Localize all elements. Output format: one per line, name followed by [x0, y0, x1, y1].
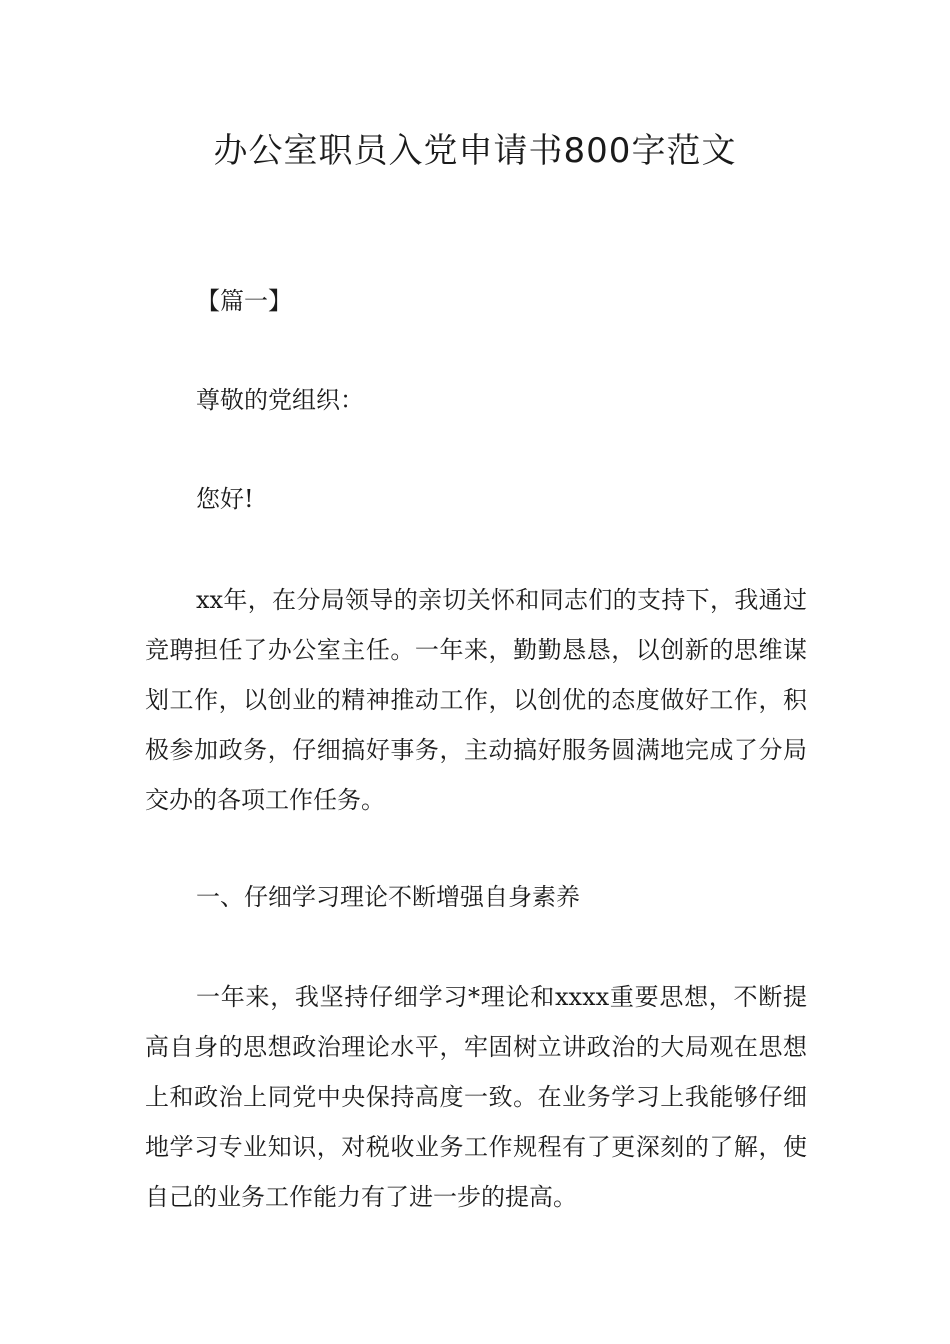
- body-paragraph-2: 一年来，我坚持仔细学习*理论和xxxx重要思想，不断提高自身的思想政治理论水平，牢固树立讲政治的大局观在思想上和政治上同党中央保持高度一致。在业务学习上我能够仔细地学习专业知识，对税收业务工作规程有了更深刻的了解，使自己的业务工作能力有了进一步的提高。: [145, 983, 807, 1211]
- section-label: 【篇一】: [196, 287, 292, 315]
- greeting: 您好!: [196, 485, 254, 513]
- body-paragraph-1: xx年，在分局领导的亲切关怀和同志们的支持下，我通过竞聘担任了办公室主任。一年来，勤勤恳恳，以创新的思维谋划工作，以创业的精神推动工作，以创优的态度做好工作，积极参加政务，仔细搞好事务，主动搞好服务圆满地完成了分局交办的各项工作任务。: [145, 586, 807, 814]
- document-title: 办公室职员入党申请书800字范文: [213, 131, 737, 171]
- salutation: 尊敬的党组织：: [196, 386, 364, 414]
- section-heading-1: 一、仔细学习理论不断增强自身素养: [196, 883, 580, 911]
